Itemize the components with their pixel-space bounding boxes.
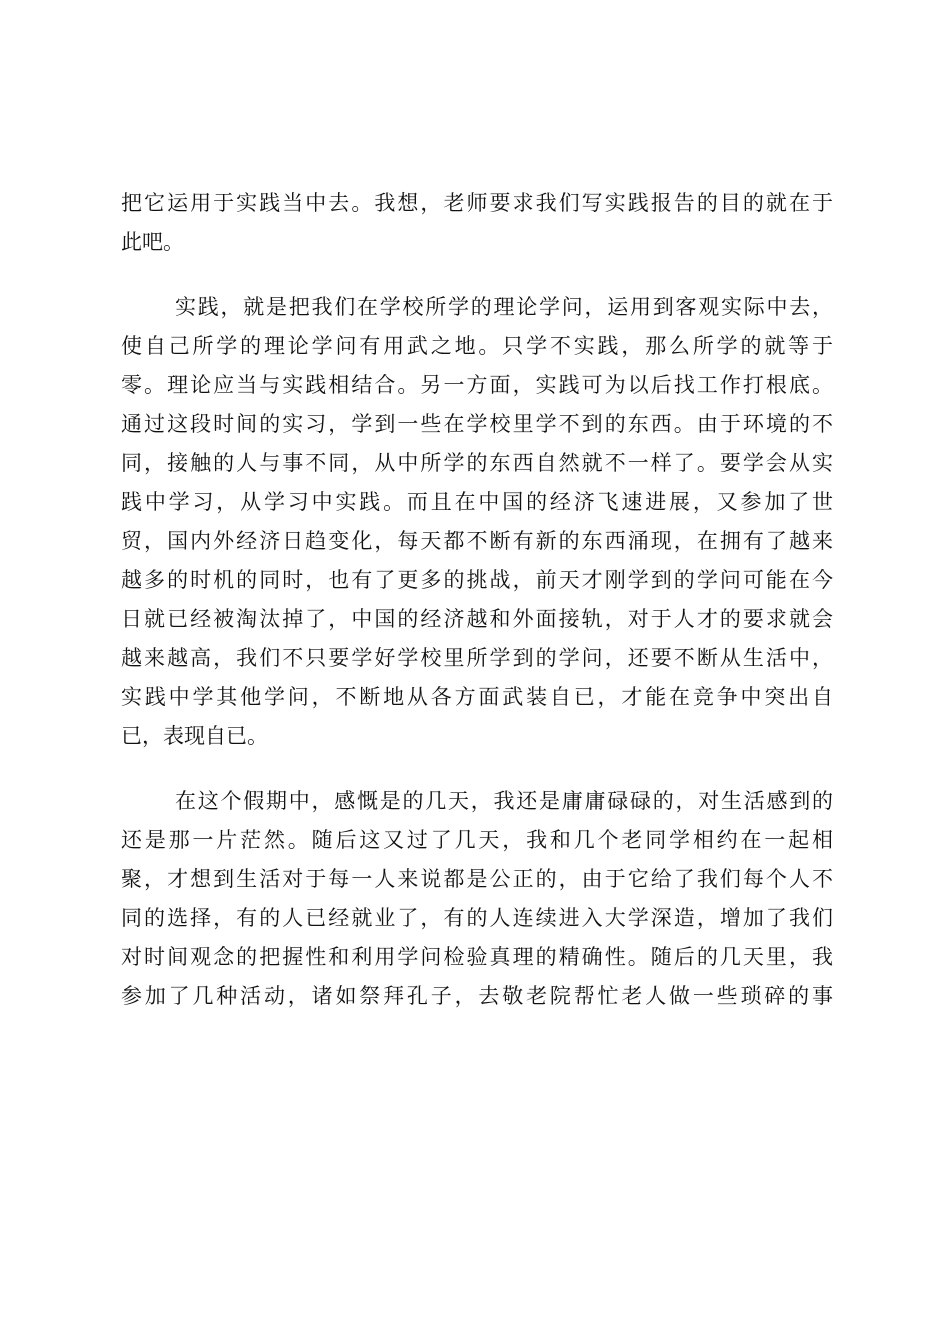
text-line: 对时间观念的把握性和利用学问检验真理的精确性。随后的几天里，我 xyxy=(121,945,833,969)
text-line: 还是那一片茫然。随后这又过了几天，我和几个老同学相约在一起相 xyxy=(121,828,833,852)
text-line: 此吧。 xyxy=(121,230,184,254)
text-line: 在这个假期中，感慨是的几天，我还是庸庸碌碌的，对生活感到的 xyxy=(175,789,833,813)
text-line: 参加了几种活动，诸如祭拜孔子，去敬老院帮忙老人做一些琐碎的事 xyxy=(121,984,833,1008)
text-line: 贸，国内外经济日趋变化，每天都不断有新的东西涌现，在拥有了越来 xyxy=(121,529,833,553)
text-line: 聚，才想到生活对于每一人来说都是公正的，由于它给了我们每个人不 xyxy=(121,867,833,891)
text-line: 越多的时机的同时，也有了更多的挑战，前天才刚学到的学问可能在今 xyxy=(121,568,833,592)
text-line: 同的选择，有的人已经就业了，有的人连续进入大学深造，增加了我们 xyxy=(121,906,833,930)
text-line: 零。理论应当与实践相结合。另一方面，实践可为以后找工作打根底。 xyxy=(121,373,833,397)
text-line: 使自己所学的理论学问有用武之地。只学不实践，那么所学的就等于 xyxy=(121,334,833,358)
text-line: 实践，就是把我们在学校所学的理论学问，运用到客观实际中去， xyxy=(175,295,833,319)
paragraph-spacer xyxy=(121,262,833,288)
text-line: 同，接触的人与事不同，从中所学的东西自然就不一样了。要学会从实 xyxy=(121,451,833,475)
text-line: 把它运用于实践当中去。我想，老师要求我们写实践报告的目的就在于 xyxy=(121,191,833,215)
paragraph-1 xyxy=(121,184,833,262)
document-body xyxy=(121,184,833,1016)
paragraph-2 xyxy=(121,288,833,756)
text-line: 实践中学其他学问，不断地从各方面武装自已，才能在竞争中突出自 xyxy=(121,685,833,709)
text-line: 日就已经被淘汰掉了，中国的经济越和外面接轨，对于人才的要求就会 xyxy=(121,607,833,631)
text-line: 越来越高，我们不只要学好学校里所学到的学问，还要不断从生活中， xyxy=(121,646,833,670)
paragraph-3 xyxy=(121,782,833,1016)
text-line: 已，表现自已。 xyxy=(121,724,268,748)
text-line: 通过这段时间的实习，学到一些在学校里学不到的东西。由于环境的不 xyxy=(121,412,833,436)
text-line: 践中学习，从学习中实践。而且在中国的经济飞速进展，又参加了世 xyxy=(121,490,833,514)
paragraph-spacer xyxy=(121,756,833,782)
